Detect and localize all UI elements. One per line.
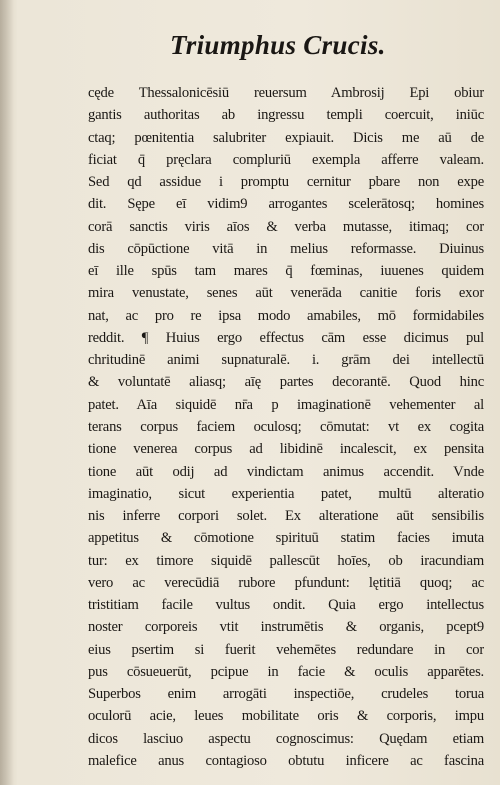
- text-line: ficiat q̄ pręclara compluriū exempla afferre valeam.: [88, 151, 484, 168]
- text-line: imaginatio, sicut experientia patet, multū alteratio: [88, 485, 484, 502]
- gutter-shadow: [0, 0, 14, 785]
- text-line: patet. Aīa siquidē nr̄a p imaginationē vehementer al: [88, 396, 484, 413]
- text-line: tristitiam facile vultus ondit. Quia ergo intellectus: [88, 597, 484, 614]
- text-line: pus cōsueuerūt, pcipue in facie & oculis apparētes.: [88, 663, 484, 680]
- text-line: eī ille spūs tam mares q̄ fœminas, iuuenes quidem: [88, 263, 484, 280]
- text-line: corā sanctis viris aīos & verba mutasse, itimaq; cor: [88, 218, 484, 235]
- text-line: dis cōpūctione vitā in melius reformasse. Diuinus: [88, 240, 484, 257]
- text-line: tione aūt odij ad vindictam animus accendit. Vnde: [88, 463, 484, 480]
- text-line: vero ac verecūdiā rubore pfundunt: lętitiā quoq; ac: [88, 574, 484, 591]
- text-line: & voluntatē aliasq; aīę partes decorantē. Quod hinc: [88, 374, 484, 391]
- running-head: Triumphus Crucis.: [170, 30, 386, 60]
- text-line: tione venerea corpus ad libidinē incalescit, ex pensita: [88, 441, 484, 458]
- text-line: noster corporeis vtit instrumētis & organis, pcept9: [88, 619, 484, 636]
- body-text: [88, 82, 484, 772]
- text-line: appetitus & cōmotione spirituū statim facies imuta: [88, 530, 484, 547]
- text-line: Sed qd assidue i promptu cernitur pbare non expe: [88, 174, 484, 191]
- text-line: nis inferre corpori solet. Ex alteratione aūt sensibilis: [88, 508, 484, 525]
- text-line: reddit. ¶ Huius ergo effectus cām esse dicimus pul: [88, 329, 484, 346]
- text-line: chritudinē animi supnaturalē. i. grām dei intellectū: [88, 352, 484, 369]
- text-line: dicos lasciuo aspectu cognoscimus: Quędam etiam: [88, 730, 484, 747]
- text-line: Superbos enim arrogāti inspectiōe, crudeles torua: [88, 686, 484, 703]
- text-line: malefice anus contagioso obtutu inficere ac fascina: [88, 752, 484, 769]
- text-line: cęde Thessalonicēsiū reuersum Ambrosij Epi obiur: [88, 85, 484, 101]
- text-line: terans corpus faciem oculosq; cōmutat: vt ex cogita: [88, 418, 484, 435]
- text-line: nat, ac pro re ipsa modo amabiles, mō formidabiles: [88, 307, 484, 324]
- text-line: oculorū acie, leues mobilitate oris & corporis, impu: [88, 708, 484, 725]
- text-line: dit. Sępe eī vidim9 arrogantes scelerātosq; homines: [88, 196, 484, 213]
- text-line: tur: ex timore siquidē pallescūt hoīes, ob iracundiam: [88, 552, 484, 569]
- text-line: eius psertim si fuerit vehemētes redundare in cor: [88, 641, 484, 658]
- text-line: gantis authoritas ab ingressu templi coercuit, iniūc: [88, 107, 484, 124]
- text-line: mira venustate, senes aūt venerāda canitie foris exor: [88, 285, 484, 302]
- text-line: ctaq; pœnitentia salubriter expiauit. Dicis me aū de: [88, 129, 484, 146]
